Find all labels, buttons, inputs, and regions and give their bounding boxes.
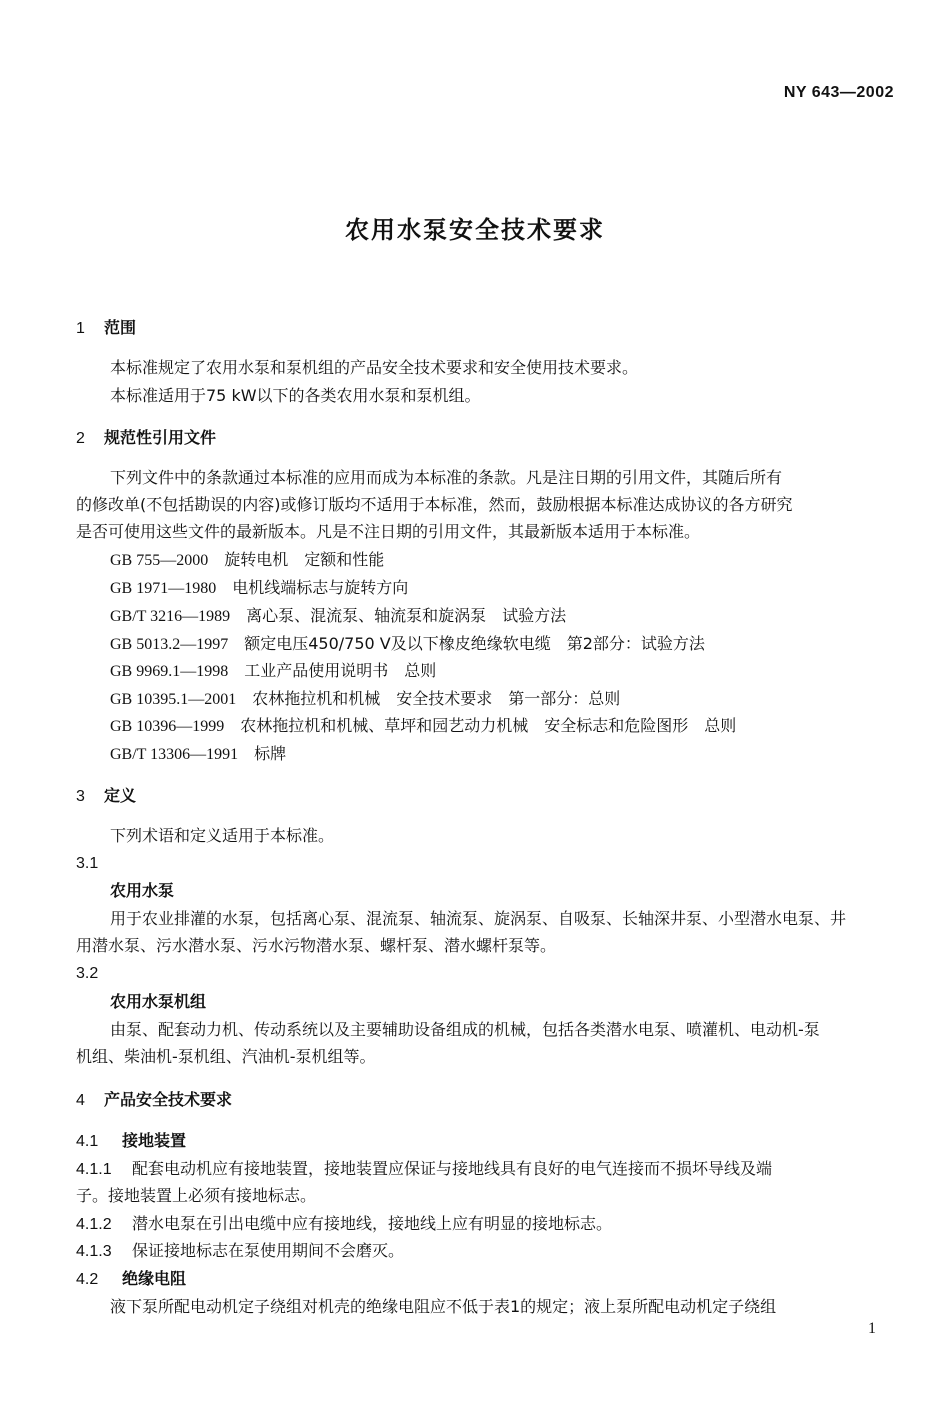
clause-4-1-2 (76, 1214, 612, 1235)
reference-title: 农林拖拉机和机械、草坪和园艺动力机械 安全标志和危险图形 总则 (240, 716, 737, 735)
reference-item (110, 550, 384, 571)
subsection-title: 接地装置 (122, 1131, 187, 1150)
paragraph-line: 的修改单(不包括勘误的内容)或修订版均不适用于本标准，然而，鼓励根据本标准达成协议的各方研究 (76, 495, 793, 514)
section-2-heading (76, 428, 216, 449)
reference-item (110, 689, 620, 710)
page-number: 1 (868, 1320, 876, 1337)
reference-code: GB 10395.1—2001 (110, 691, 237, 708)
section-title: 范围 (104, 318, 137, 337)
section-title: 定义 (104, 786, 137, 805)
reference-title: 农林拖拉机和机械 安全技术要求 第一部分：总则 (252, 689, 621, 708)
paragraph: 本标准适用于75 kW以下的各类农用水泵和泵机组。 (110, 386, 481, 405)
definition-line: 用潜水泵、污水潜水泵、污水污物潜水泵、螺杆泵、潜水螺杆泵等。 (76, 936, 557, 955)
reference-code: GB 10396—1999 (110, 718, 225, 735)
section-3-heading (76, 786, 136, 807)
reference-item (110, 716, 736, 737)
reference-title: 旋转电机 定额和性能 (224, 550, 385, 569)
subsection-number: 4.2 (76, 1271, 99, 1288)
reference-code: GB 1971—1980 (110, 580, 217, 597)
reference-item (110, 606, 566, 627)
section-number: 1 (76, 320, 85, 337)
section-4-heading (76, 1090, 232, 1111)
reference-title: 电机线端标志与旋转方向 (232, 578, 409, 597)
document-title: 农用水泵安全技术要求 (345, 216, 605, 244)
definition-line: 用于农业排灌的水泵，包括离心泵、混流泵、轴流泵、旋涡泵、自吸泵、长轴深井泵、小型潜水电泵、井 (110, 909, 847, 928)
reference-title: 标牌 (254, 744, 287, 763)
paragraph: 本标准规定了农用水泵和泵机组的产品安全技术要求和安全使用技术要求。 (110, 358, 639, 377)
subsection-4-2-heading (76, 1269, 186, 1290)
reference-item (110, 661, 436, 682)
clause-number: 4.1.1 (76, 1161, 112, 1178)
section-title: 规范性引用文件 (104, 428, 217, 447)
clause-4-1-3 (76, 1241, 404, 1262)
section-number: 4 (76, 1092, 85, 1109)
definition-line: 由泵、配套动力机、传动系统以及主要辅助设备组成的机械，包括各类潜水电泵、喷灌机、电动机-泵 (110, 1020, 820, 1039)
reference-code: GB/T 3216—1989 (110, 608, 231, 625)
reference-item (110, 634, 705, 655)
subsection-4-1-heading (76, 1131, 186, 1152)
reference-item (110, 578, 408, 599)
reference-title: 离心泵、混流泵、轴流泵和旋涡泵 试验方法 (246, 606, 567, 625)
paragraph-line: 液下泵所配电动机定子绕组对机壳的绝缘电阻应不低于表1的规定；液上泵所配电动机定子绕组 (110, 1297, 777, 1316)
reference-code: GB/T 13306—1991 (110, 746, 239, 763)
clause-text: 潜水电泵在引出电缆中应有接地线，接地线上应有明显的接地标志。 (132, 1214, 613, 1233)
clause-text: 保证接地标志在泵使用期间不会磨灭。 (132, 1241, 405, 1260)
paragraph-line: 是否可使用这些文件的最新版本。凡是不注日期的引用文件，其最新版本适用于本标准。 (76, 522, 701, 541)
section-number: 2 (76, 430, 85, 447)
reference-code: GB 5013.2—1997 (110, 636, 229, 653)
reference-title: 工业产品使用说明书 总则 (244, 661, 437, 680)
section-1-heading (76, 318, 136, 339)
reference-code: GB 755—2000 (110, 552, 209, 569)
standard-code: NY 643—2002 (783, 84, 894, 101)
reference-title: 额定电压450/750 V及以下橡皮绝缘软电缆 第2部分：试验方法 (244, 634, 705, 653)
reference-code: GB 9969.1—1998 (110, 663, 229, 680)
subsection-title: 绝缘电阻 (122, 1269, 187, 1288)
subsection-number: 4.1 (76, 1133, 99, 1150)
clause-number: 3.1 (76, 855, 99, 872)
definition-line: 机组、柴油机-泵机组、汽油机-泵机组等。 (76, 1047, 376, 1066)
paragraph: 下列术语和定义适用于本标准。 (110, 826, 335, 845)
clause-number: 4.1.3 (76, 1243, 112, 1260)
clause-text: 配套电动机应有接地装置，接地装置应保证与接地线具有良好的电气连接而不损坏导线及端 (132, 1159, 773, 1178)
clause-text-continued: 子。接地装置上必须有接地标志。 (76, 1186, 317, 1205)
term: 农用水泵 (110, 881, 175, 900)
clause-4-1-1 (76, 1159, 772, 1180)
clause-number: 3.2 (76, 965, 99, 982)
section-title: 产品安全技术要求 (104, 1090, 233, 1109)
term: 农用水泵机组 (110, 992, 207, 1011)
paragraph-line: 下列文件中的条款通过本标准的应用而成为本标准的条款。凡是注日期的引用文件，其随后所有 (110, 468, 783, 487)
reference-item (110, 744, 286, 765)
section-number: 3 (76, 788, 85, 805)
clause-number: 4.1.2 (76, 1216, 112, 1233)
